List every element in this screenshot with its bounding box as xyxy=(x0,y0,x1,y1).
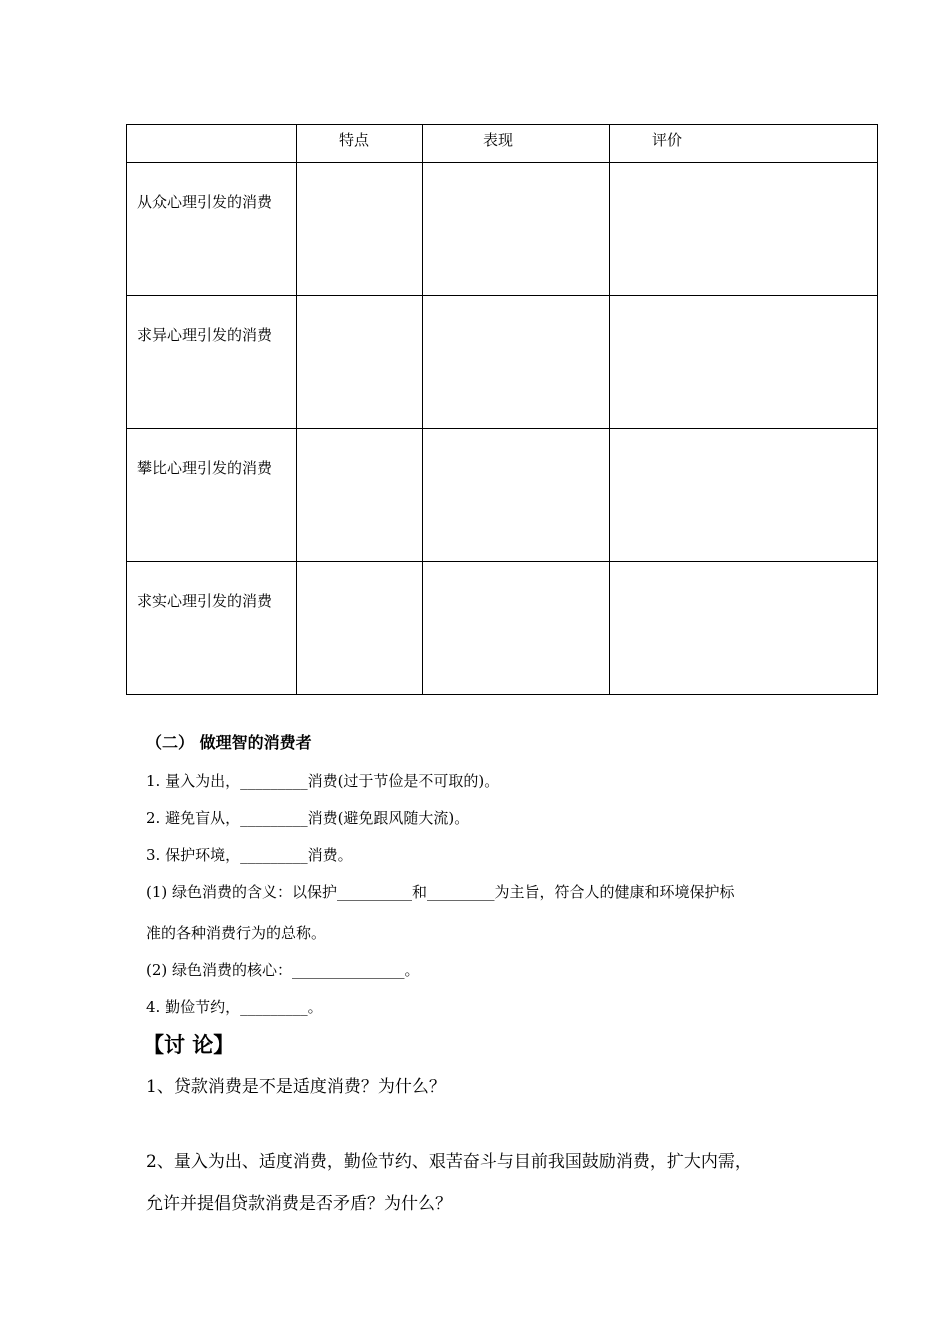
row-label: 求实心理引发的消费 xyxy=(137,592,273,610)
manifestation-input-cell[interactable] xyxy=(423,296,610,429)
list-item: 准的各种消费行为的总称。 xyxy=(146,924,327,942)
list-item: 3. 保护环境，_________消费。 xyxy=(146,846,353,864)
discussion-question: 1、贷款消费是不是适度消费？为什么？ xyxy=(146,1077,446,1097)
features-input-cell[interactable] xyxy=(297,296,423,429)
list-item: 2. 避免盲从，_________消费(避免跟风随大流)。 xyxy=(146,809,470,827)
table-row xyxy=(127,429,878,562)
evaluation-input-cell[interactable] xyxy=(610,163,878,296)
row-label-cell xyxy=(127,163,297,296)
evaluation-input-cell[interactable] xyxy=(610,562,878,695)
table-row xyxy=(127,562,878,695)
row-label: 从众心理引发的消费 xyxy=(137,193,273,211)
discussion-question-continued: 允许并提倡贷款消费是否矛盾？为什么？ xyxy=(146,1194,452,1214)
row-label: 求异心理引发的消费 xyxy=(137,326,273,344)
consumer-psychology-table xyxy=(126,124,878,695)
features-input-cell[interactable] xyxy=(297,163,423,296)
list-item: 4. 勤俭节约，_________。 xyxy=(146,998,323,1016)
header-cell-features: 特点 xyxy=(297,125,423,163)
manifestation-input-cell[interactable] xyxy=(423,562,610,695)
row-label: 攀比心理引发的消费 xyxy=(137,459,273,477)
table-row xyxy=(127,296,878,429)
manifestation-input-cell[interactable] xyxy=(423,163,610,296)
header-cell-evaluation: 评价 xyxy=(610,125,878,163)
evaluation-input-cell[interactable] xyxy=(610,429,878,562)
discussion-question: 2、量入为出、适度消费，勤俭节约、艰苦奋斗与目前我国鼓励消费，扩大内需， xyxy=(146,1152,752,1172)
header-cell-blank xyxy=(127,125,297,163)
evaluation-input-cell[interactable] xyxy=(610,296,878,429)
manifestation-input-cell[interactable] xyxy=(423,429,610,562)
features-input-cell[interactable] xyxy=(297,562,423,695)
table-row xyxy=(127,163,878,296)
section-heading: （二） 做理智的消费者 xyxy=(146,733,312,752)
row-label-cell xyxy=(127,562,297,695)
row-label-cell xyxy=(127,296,297,429)
list-item: 1. 量入为出，_________消费(过于节俭是不可取的)。 xyxy=(146,772,500,790)
header-cell-manifestation: 表现 xyxy=(423,125,610,163)
features-input-cell[interactable] xyxy=(297,429,423,562)
row-label-cell xyxy=(127,429,297,562)
discussion-title: 【讨 论】 xyxy=(143,1032,235,1057)
list-item: (1) 绿色消费的含义：以保护__________和_________为主旨，符合人的健康和环境保护标 xyxy=(146,883,735,901)
table-header-row xyxy=(127,125,878,163)
list-item: (2) 绿色消费的核心：_______________。 xyxy=(146,961,420,979)
